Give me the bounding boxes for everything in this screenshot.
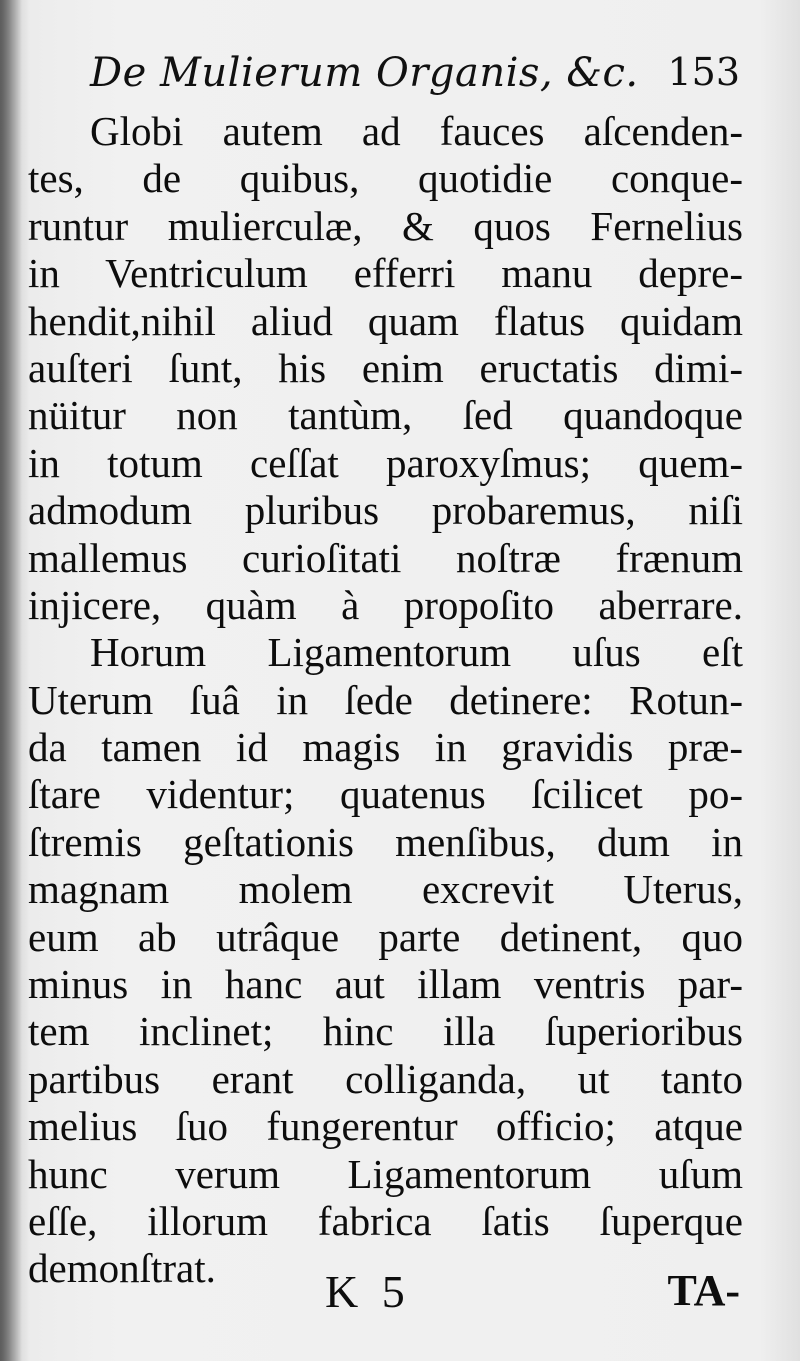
text-line: hunc verum Ligamentorum uſum [28,1150,743,1197]
text-line: admodum pluribus probaremus, niſi [28,487,743,534]
text-line: ſtare videntur; quatenus ſcilicet po- [28,771,743,818]
text-line: tes, de quibus, quotidie conque- [28,155,743,202]
catchword: TA- [667,1266,740,1315]
text-line: ſtremis geſtationis menſibus, dum in [28,818,743,865]
text-line: in Ventriculum efferri manu depre- [28,250,743,297]
text-line: eſſe, illorum fabrica ſatis ſuperque [28,1197,743,1244]
text-line: magnam molem excrevit Uterus, [28,866,743,913]
text-line: melius ſuo fungerentur officio; atque [28,1103,743,1150]
text-line: in totum ceſſat paroxyſmus; quem- [28,439,743,486]
text-line: eum ab utrâque parte detinent, quo [28,913,743,960]
spine-shadow [0,0,22,1361]
page-header [90,50,740,110]
paragraph-1 [28,108,743,629]
text-line: Uterum ſuâ in ſede detinere: Rotun- [28,676,743,723]
text-line: nüitur non tantùm, ſed quandoque [28,392,743,439]
text-line: partibus erant colliganda, ut tanto [28,1055,743,1102]
paragraph-2 [28,629,743,1292]
text-line: tem inclinet; hinc illa ſuperioribus [28,1008,743,1055]
page-footer [0,1265,800,1335]
text-line: mallemus curioſitati noſtræ frænum [28,534,743,581]
text-line: da tamen id magis in gravidis præ- [28,724,743,771]
running-title: De Mulierum Organis, &c. [90,50,639,96]
text-line: auſteri ſunt, his enim eructatis dimi- [28,344,743,391]
text-line: runtur mulierculæ, & quos Fernelius [28,202,743,249]
body-text [28,108,743,1293]
signature-mark: K 5 [325,1266,411,1317]
text-line: Horum Ligamentorum uſus eſt [90,629,743,676]
text-line: minus in hanc aut illam ventris par- [28,961,743,1008]
text-line: Globi autem ad fauces aſcenden- [90,108,743,154]
text-line: demonſtrat. [28,1245,216,1292]
text-line: injicere, quàm à propoſito aberrare. [28,581,743,628]
page-number: 153 [667,50,740,94]
text-line: hendit,nihil aliud quam flatus quidam [28,297,743,344]
